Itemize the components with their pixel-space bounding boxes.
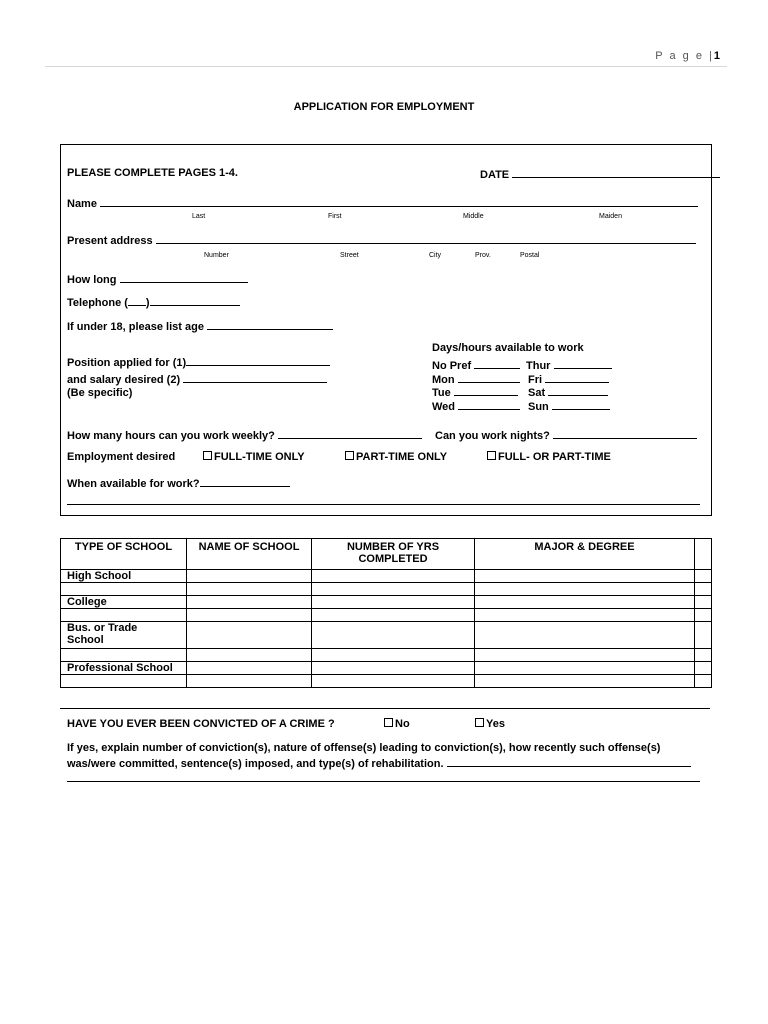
full-or-part-option[interactable] — [487, 451, 611, 463]
row-label-high-school: High School — [61, 570, 187, 583]
table-row — [61, 570, 712, 583]
table-cell[interactable] — [695, 675, 712, 688]
days-title: Days/hours available to work — [432, 342, 584, 354]
table-cell[interactable] — [312, 596, 475, 609]
part-time-label: PART-TIME ONLY — [356, 451, 448, 463]
part-time-option[interactable] — [345, 451, 447, 463]
header-divider — [45, 66, 727, 67]
address-sub-postal: Postal — [520, 252, 540, 259]
mon-field[interactable] — [458, 372, 520, 383]
table-cell[interactable] — [695, 596, 712, 609]
header-type-of-school: TYPE OF SCHOOL — [61, 539, 187, 570]
table-cell[interactable] — [187, 662, 312, 675]
telephone-row — [67, 295, 240, 309]
table-cell[interactable] — [475, 675, 695, 688]
position-label: Position applied for (1) — [67, 357, 187, 369]
nights-field[interactable] — [553, 428, 697, 439]
address-label: Present address — [67, 235, 153, 247]
table-cell[interactable] — [695, 662, 712, 675]
table-cell[interactable] — [187, 596, 312, 609]
day-tue — [432, 385, 518, 399]
section-divider — [60, 708, 710, 709]
crime-no-label: No — [395, 718, 410, 730]
crime-explain-text: was/were committed, sentence(s) imposed, and type(s) of rehabilitation. — [67, 758, 444, 770]
part-time-checkbox[interactable] — [345, 451, 354, 460]
table-cell[interactable] — [475, 662, 695, 675]
table-cell[interactable] — [475, 583, 695, 596]
table-cell[interactable] — [695, 649, 712, 662]
date-field[interactable] — [512, 167, 720, 178]
how-long-row — [67, 272, 248, 286]
position-row — [67, 355, 330, 369]
table-cell[interactable] — [187, 649, 312, 662]
table-row — [61, 596, 712, 609]
crime-yes-option[interactable] — [475, 718, 505, 730]
page-label: P a g e | — [655, 50, 714, 62]
table-cell[interactable] — [61, 583, 187, 596]
day-label-wed: Wed — [432, 401, 456, 413]
complete-note: PLEASE COMPLETE PAGES 1-4. — [67, 167, 238, 179]
crime-yes-label: Yes — [486, 718, 505, 730]
table-cell[interactable] — [312, 675, 475, 688]
row-label-college: College — [61, 596, 187, 609]
sun-field[interactable] — [552, 399, 610, 410]
day-label-fri: Fri — [528, 374, 543, 386]
nights-label: Can you work nights? — [435, 430, 550, 442]
day-label-sun: Sun — [528, 401, 549, 413]
table-cell[interactable] — [695, 570, 712, 583]
table-cell[interactable] — [187, 622, 312, 649]
header-major-degree: MAJOR & DEGREE — [475, 539, 695, 570]
area-code-field[interactable] — [128, 295, 146, 306]
name-sub-last: Last — [192, 213, 206, 220]
crime-explain-line2 — [67, 756, 691, 770]
table-row — [61, 622, 712, 649]
name-sub-middle: Middle — [463, 213, 484, 220]
day-no-pref — [432, 358, 520, 372]
table-cell[interactable] — [61, 675, 187, 688]
table-cell[interactable] — [187, 609, 312, 622]
table-cell[interactable] — [695, 609, 712, 622]
page-title: APPLICATION FOR EMPLOYMENT — [293, 101, 475, 113]
be-specific: (Be specific) — [67, 387, 133, 399]
header-name-of-school: NAME OF SCHOOL — [187, 539, 312, 570]
crime-explain-field[interactable] — [447, 756, 691, 767]
name-label: Name — [67, 198, 97, 210]
header-number-of-yrs: NUMBER OF YRS COMPLETED — [312, 539, 475, 570]
table-cell[interactable] — [312, 662, 475, 675]
hours-weekly-label: How many hours can you work weekly? — [67, 430, 275, 442]
table-cell[interactable] — [475, 609, 695, 622]
crime-explain-line1: If yes, explain number of conviction(s), nature of offense(s) leading to conviction(s), how recently such offense(s) — [67, 742, 661, 754]
address-sub-number: Number — [204, 252, 229, 259]
telephone-field[interactable] — [150, 295, 240, 306]
table-cell[interactable] — [475, 649, 695, 662]
crime-no-checkbox[interactable] — [384, 718, 393, 727]
name-field[interactable] — [100, 196, 698, 207]
wed-field[interactable] — [458, 399, 520, 410]
crime-question: HAVE YOU EVER BEEN CONVICTED OF A CRIME ? — [67, 718, 335, 730]
how-long-field[interactable] — [120, 272, 248, 283]
day-label-thur: Thur — [526, 360, 551, 372]
available-row — [67, 476, 290, 490]
table-cell[interactable] — [475, 570, 695, 583]
header-extra — [695, 539, 712, 570]
table-cell[interactable] — [187, 675, 312, 688]
address-sub-city: City — [429, 252, 442, 259]
how-long-label: How long — [67, 274, 117, 286]
date-label: DATE — [480, 169, 510, 181]
extra-line-field[interactable] — [67, 503, 700, 505]
full-time-label: FULL-TIME ONLY — [214, 451, 305, 463]
day-thur — [526, 358, 612, 372]
day-label-tue: Tue — [432, 387, 451, 399]
day-label-mon: Mon — [432, 374, 455, 386]
table-cell[interactable] — [312, 649, 475, 662]
crime-no-option[interactable] — [384, 718, 410, 730]
table-cell[interactable] — [61, 609, 187, 622]
salary-field[interactable] — [183, 372, 327, 383]
no-pref-field[interactable] — [474, 358, 520, 369]
day-mon — [432, 372, 520, 386]
address-sub-street: Street — [340, 252, 359, 259]
position-field[interactable] — [186, 355, 330, 366]
table-cell[interactable] — [312, 570, 475, 583]
day-fri — [528, 372, 609, 386]
nights-row — [435, 428, 697, 442]
table-cell[interactable] — [475, 596, 695, 609]
table-header-row — [61, 539, 712, 570]
crime-extra-line-field[interactable] — [67, 780, 700, 782]
day-sat — [528, 385, 608, 399]
table-cell[interactable] — [312, 622, 475, 649]
table-cell[interactable] — [695, 622, 712, 649]
day-sun — [528, 399, 610, 413]
table-cell[interactable] — [312, 609, 475, 622]
day-label-sat: Sat — [528, 387, 546, 399]
hours-weekly-field[interactable] — [278, 428, 422, 439]
salary-row — [67, 372, 327, 386]
telephone-close: ) — [145, 297, 150, 309]
row-label-bus-trade: Bus. or Trade School — [61, 622, 187, 649]
day-label-no-pref: No Pref — [432, 360, 472, 372]
full-or-part-checkbox[interactable] — [487, 451, 496, 460]
available-field[interactable] — [200, 476, 290, 487]
name-sub-maiden: Maiden — [599, 213, 622, 220]
hours-weekly-row — [67, 428, 422, 442]
salary-label: and salary desired (2) — [67, 374, 181, 386]
page-number — [655, 50, 722, 62]
fri-field[interactable] — [545, 372, 609, 383]
table-cell[interactable] — [61, 649, 187, 662]
under18-row — [67, 319, 333, 333]
telephone-label: Telephone ( — [67, 297, 128, 309]
under18-label: If under 18, please list age — [67, 321, 204, 333]
table-row — [61, 583, 712, 596]
day-wed — [432, 399, 520, 413]
thur-field[interactable] — [554, 358, 612, 369]
table-cell[interactable] — [312, 583, 475, 596]
age-field[interactable] — [207, 319, 333, 330]
table-cell[interactable] — [187, 570, 312, 583]
name-sub-first: First — [328, 213, 342, 220]
address-sub-prov: Prov. — [475, 252, 491, 259]
sat-field[interactable] — [548, 385, 608, 396]
row-label-professional: Professional School — [61, 662, 187, 675]
available-label: When available for work? — [67, 478, 200, 490]
tue-field[interactable] — [454, 385, 518, 396]
table-row — [61, 609, 712, 622]
employment-label: Employment desired — [67, 451, 176, 463]
page-number-value: 1 — [713, 50, 722, 62]
table-row — [61, 675, 712, 688]
full-or-part-label: FULL- OR PART-TIME — [498, 451, 611, 463]
address-field[interactable] — [156, 233, 696, 244]
name-row — [67, 196, 698, 210]
table-cell[interactable] — [475, 622, 695, 649]
address-row — [67, 233, 696, 247]
table-row — [61, 649, 712, 662]
table-cell[interactable] — [187, 583, 312, 596]
date-row — [480, 167, 720, 181]
education-table — [60, 538, 712, 688]
table-row — [61, 662, 712, 675]
full-time-checkbox[interactable] — [203, 451, 212, 460]
crime-yes-checkbox[interactable] — [475, 718, 484, 727]
table-cell[interactable] — [695, 583, 712, 596]
full-time-option[interactable] — [203, 451, 305, 463]
